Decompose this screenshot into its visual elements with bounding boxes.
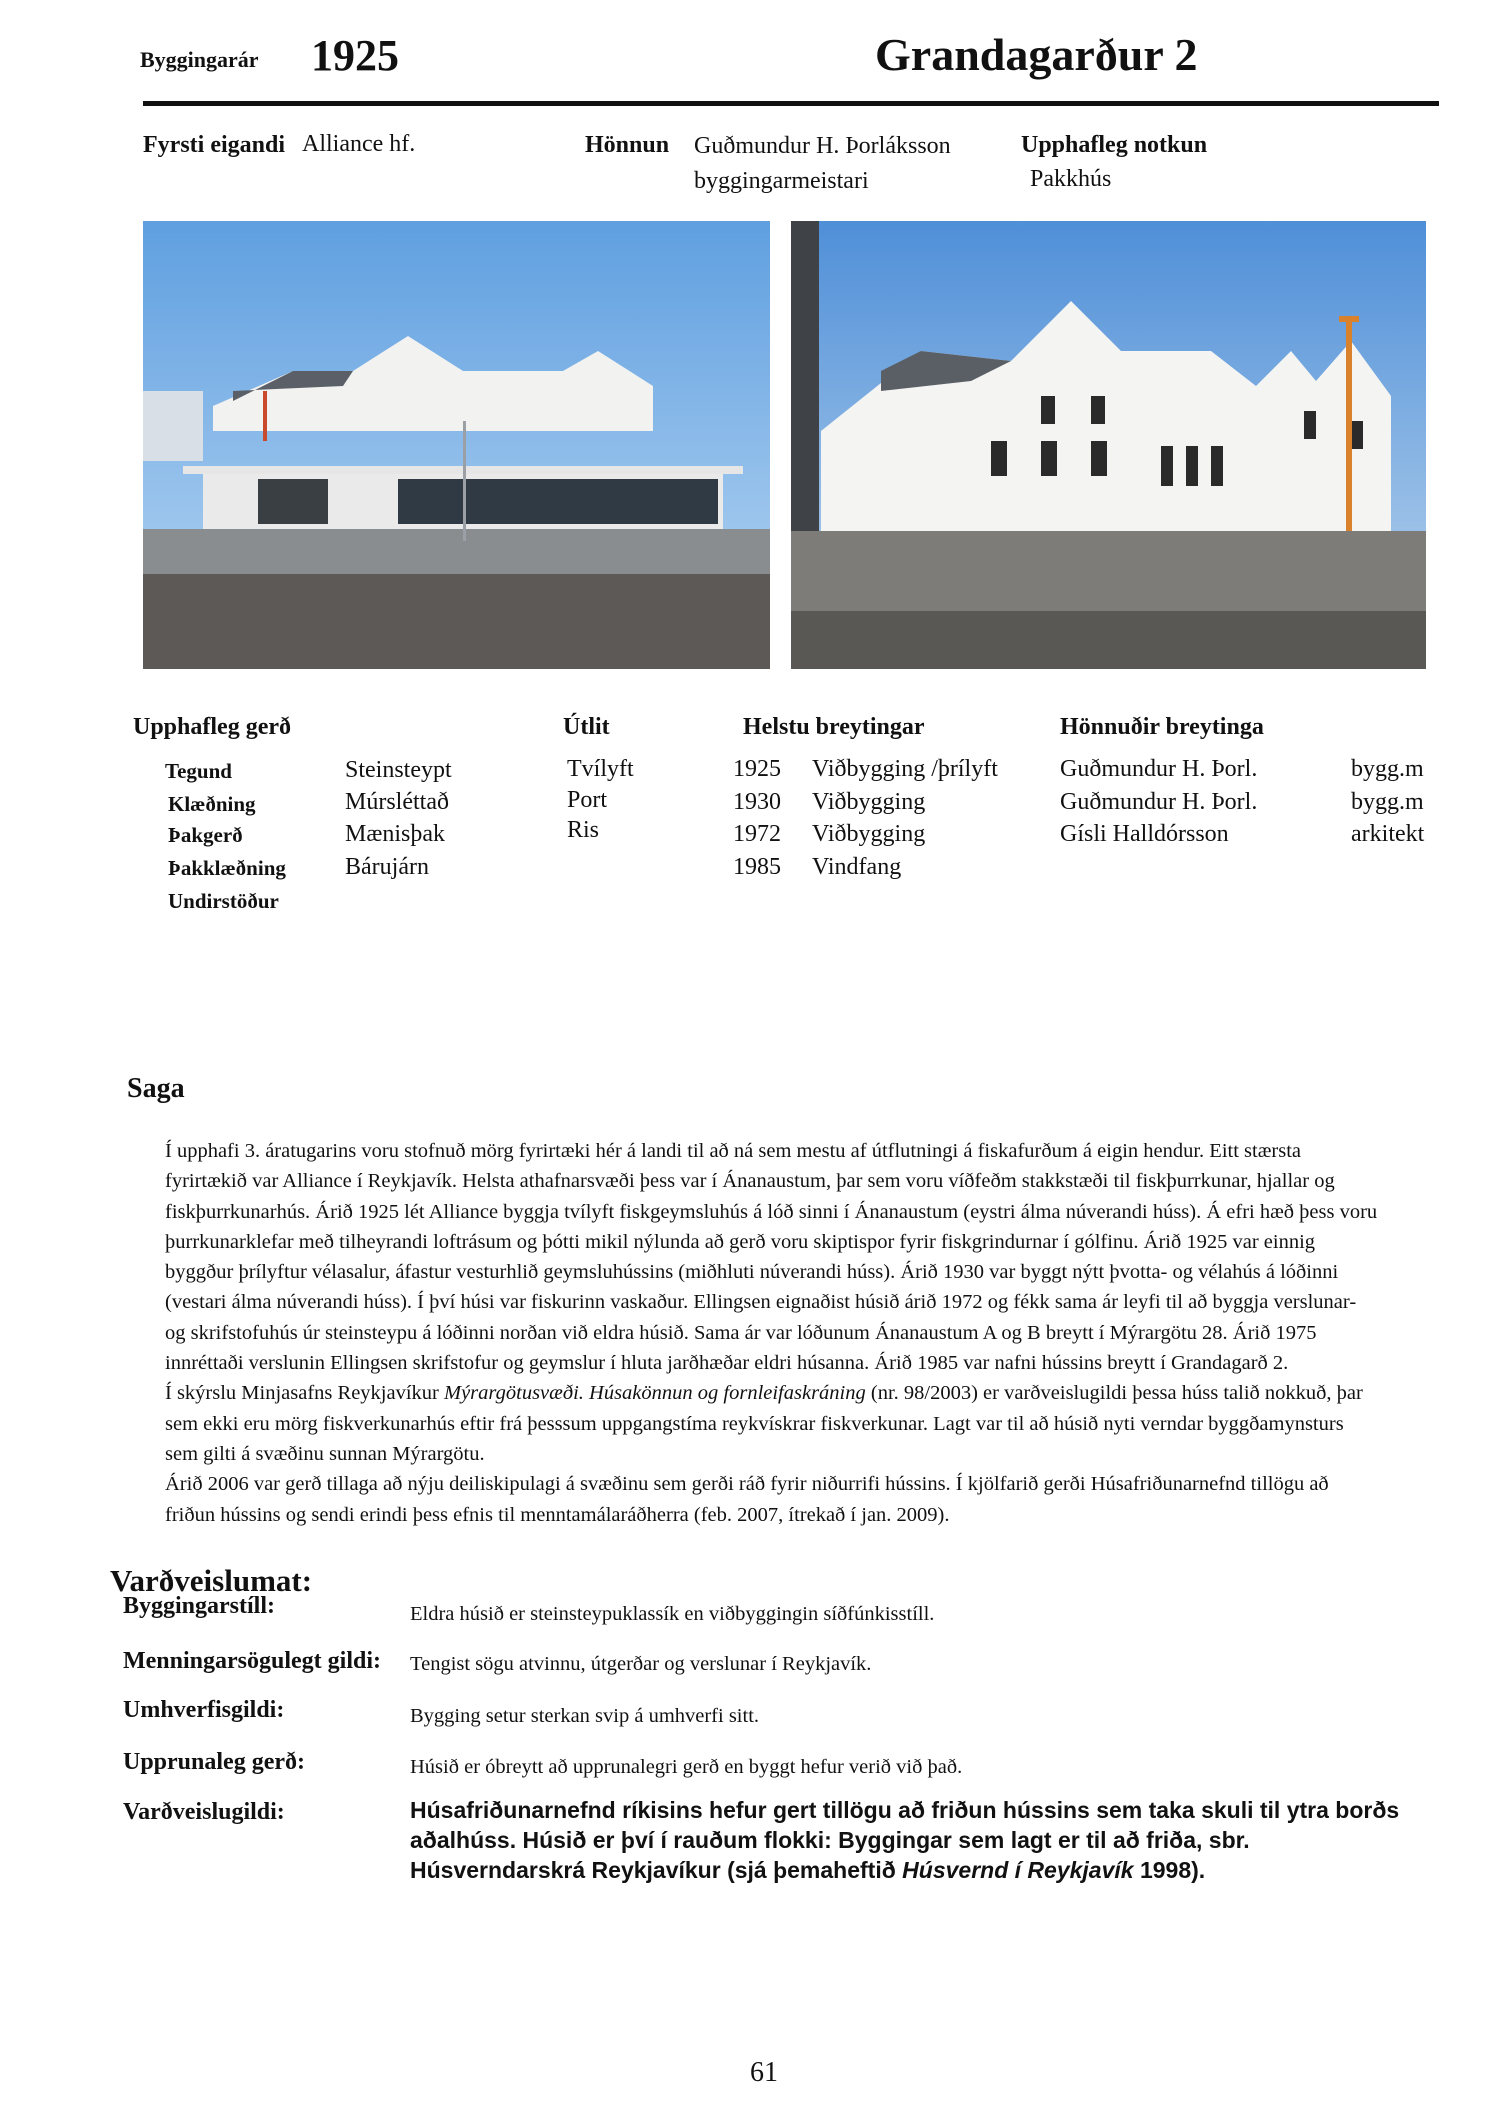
building-year: 1925 <box>311 31 399 80</box>
change-designer-title: arkitekt <box>1351 821 1425 847</box>
preservation-label: Varðveislugildi: <box>123 1799 285 1825</box>
original-form-value: Húsið er óbreytt að upprunalegri gerð en byggt hefur verið við það. <box>410 1756 963 1778</box>
right-building-photo <box>791 221 1426 669</box>
change-year: 1972 <box>733 821 781 847</box>
change-designer-name: Gísli Halldórsson <box>1060 821 1229 847</box>
change-text: Vindfang <box>812 854 902 880</box>
year-label: Byggingarár <box>140 47 259 72</box>
style-value: Eldra húsið er steinsteypuklassík en viðbyggingin síðfúnkisstíll. <box>410 1603 935 1625</box>
header-rule <box>143 101 1439 106</box>
environment-value: Bygging setur sterkan svip á umhverfi sitt. <box>410 1705 760 1727</box>
saga-text <box>165 1136 1380 1530</box>
owner-label: Fyrsti eigandi <box>143 132 285 158</box>
saga-heading: Saga <box>127 1073 185 1104</box>
change-year: 1985 <box>733 854 781 880</box>
original-label: Klæðning <box>168 792 256 816</box>
change-designer-name: Guðmundur H. Þorl. <box>1060 789 1258 815</box>
original-label: Þakklæðning <box>168 856 286 880</box>
use-value: Pakkhús <box>1030 166 1112 192</box>
appearance-item: Port <box>567 787 608 813</box>
page-number: 61 <box>750 2057 778 2088</box>
saga-paragraph: Í upphafi 3. áratugarins voru stofnuð mörg fyrirtæki hér á landi til að ná sem mestu af útflutningi á fiskafurðum á eigin hendur. Eitt stærsta fyrirtækið var Alliance í Reykjavík. Helsta athafnarsvæði þess var í Ánanaustum, þar sem voru víðfeðm stakkstæði til fiskþurrkunar, hjallar og fiskþurrkunarhús. Árið 1925 lét Alliance byggja tvílyft fiskgeymsluhús á lóð sinni í Ánanaustum (eystri álma núverandi húss). Á efri hæð þess voru þurrkunarklefar með tilheyrandi loftrásum og þótti mikil nýlunda að gerð voru skiptispor fyrir fiskgrindurnar í gólfinu. Árið 1925 var einnig byggður þrílyftur vélasalur, áfastur vesturhlið geymsluhússins (miðhluti núverandi húss). Árið 1930 var byggt nýtt þvotta- og vélahús á lóðinni (vestari álma núverandi húss). Í því húsi var fiskurinn vaskaður. Ellingsen eignaðist húsið árið 1972 og fékk sama ár leyfi til að byggja verslunar- og skrifstofuhús úr steinsteypu á lóðinni norðan við eldra húsið. Sama ár var lóðunum Ánanaustum A og B breytt í Mýrargötu 28. Árið 1975 innréttaði verslunin Ellingsen skrifstofur og geymslur í hluta jarðhæðar eldri húsanna. Árið 1985 var nafni hússins breytt í Grandagarð 2. <box>165 1140 1378 1375</box>
original-heading: Upphafleg gerð <box>133 714 291 740</box>
change-text: Viðbygging <box>812 789 926 815</box>
appearance-heading: Útlit <box>563 714 610 740</box>
change-designer-title: bygg.m <box>1351 756 1424 782</box>
saga-paragraph: Árið 2006 var gerð tillaga að nýju deiliskipulagi á svæðinu sem gerði ráð fyrir niðurrifi hússins. Í kjölfarið gerði Húsafriðunarnefnd tillögu að friðun hússins og sendi erindi þess efnis til menntamálaráðherra (feb. 2007, ítrekað í jan. 2009). <box>165 1473 1329 1526</box>
environment-label: Umhverfisgildi: <box>123 1697 285 1723</box>
design-label: Hönnun <box>585 132 670 158</box>
saga-text-span: Í skýrslu Minjasafns Reykjavíkur <box>165 1382 444 1405</box>
appearance-item: Tvílyft <box>567 756 634 782</box>
designer-title: byggingarmeistari <box>694 168 869 194</box>
appearance-item: Ris <box>567 817 600 843</box>
saga-text-span: (nr. 98/2003) er varðveislugildi þessa húss talið nokkuð, þar sem ekki eru mörg fiskverkunarhús eftir frá þesssum uppgangstíma reykvískrar fiskverkunar. Lagt var til að húsið nyti verndar byggðamynsturs sem gilti á svæðinu sunnan Mýrargötu. <box>165 1382 1363 1465</box>
change-text: Viðbygging <box>812 821 926 847</box>
original-label: Undirstöður <box>168 889 279 913</box>
use-label: Upphafleg notkun <box>1021 132 1208 158</box>
changes-heading: Helstu breytingar <box>743 714 925 740</box>
saga-paragraph <box>165 1378 1380 1469</box>
designer-name: Guðmundur H. Þorláksson <box>694 133 951 159</box>
change-year: 1930 <box>733 789 781 815</box>
original-form-label: Upprunaleg gerð: <box>123 1749 305 1775</box>
owner-value: Alliance hf. <box>302 131 416 157</box>
preservation-text: 1998). <box>1133 1857 1206 1883</box>
preservation-value <box>410 1795 1420 1885</box>
style-label: Byggingarstíll: <box>123 1593 276 1619</box>
original-value: Bárujárn <box>345 854 429 880</box>
change-designer-title: bygg.m <box>1351 789 1424 815</box>
change-year: 1925 <box>733 756 781 782</box>
page-title: Grandagarður 2 <box>875 29 1198 80</box>
change-designers-heading: Hönnuðir breytinga <box>1060 714 1264 740</box>
change-text: Viðbygging /þrílyft <box>812 756 998 782</box>
original-value: Mænisþak <box>345 821 446 847</box>
booklet-title: Húsvernd í Reykjavík <box>902 1857 1134 1883</box>
original-value: Steinsteypt <box>345 757 452 783</box>
report-title: Mýrargötusvæði. Húsakönnun og fornleifaskráning <box>444 1382 866 1405</box>
cultural-label: Menningarsögulegt gildi: <box>123 1648 382 1674</box>
left-building-photo <box>143 221 770 669</box>
cultural-value: Tengist sögu atvinnu, útgerðar og verslunar í Reykjavík. <box>410 1653 872 1675</box>
preservation-text: Húsafriðunarnefnd ríkisins hefur gert tillögu að friðun hússins sem taka skuli til ytra borðs aðalhúss. Húsið er því í rauðum flokki: Byggingar sem lagt er til að friða, sbr. Húsverndarskrá Reykjavíkur (sjá þemaheftið <box>410 1797 1400 1883</box>
original-label: Tegund <box>165 759 232 783</box>
original-label: Þakgerð <box>168 823 243 847</box>
change-designer-name: Guðmundur H. Þorl. <box>1060 756 1258 782</box>
assessment-heading: Varðveislumat: <box>110 1563 313 1598</box>
original-value: Múrsléttað <box>345 789 449 815</box>
